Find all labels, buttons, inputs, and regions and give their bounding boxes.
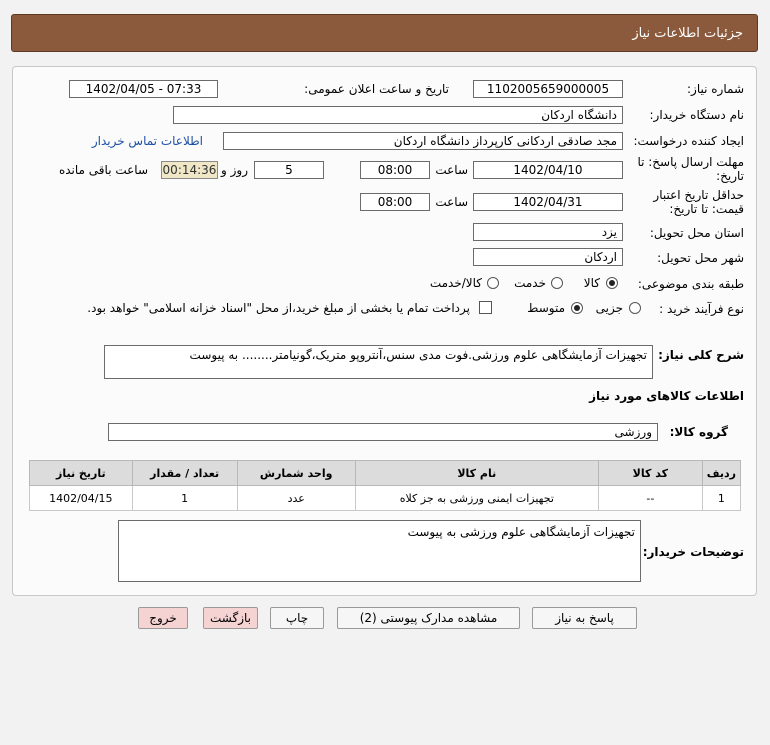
announce-field: 1402/04/05 - 07:33	[69, 80, 218, 98]
cell-row: 1	[702, 486, 740, 511]
deadline-time-field: 08:00	[360, 161, 430, 179]
need-number-field: 1102005659000005	[473, 80, 623, 98]
cell-code: --	[598, 486, 702, 511]
deadline-time-label: ساعت	[435, 163, 468, 177]
buyer-org-label: نام دستگاه خریدار:	[649, 108, 744, 122]
process-radio-minor[interactable]	[629, 302, 641, 314]
col-date: تاریخ نیاز	[30, 461, 133, 486]
validity-label: حداقل تاریخ اعتبار	[653, 188, 744, 202]
province-label: استان محل تحویل:	[649, 226, 744, 240]
category-option-goods: کالا	[583, 276, 600, 290]
treasury-payment-checkbox[interactable]	[479, 301, 492, 314]
print-button[interactable]: چاپ	[270, 607, 324, 629]
province-field: یزد	[473, 223, 623, 241]
cell-unit: عدد	[237, 486, 355, 511]
col-code: کد کالا	[598, 461, 702, 486]
category-option-goods-service: کالا/خدمت	[429, 276, 482, 290]
requester-field: مجد صادقی اردکانی کارپرداز دانشگاه اردکان	[223, 132, 623, 150]
validity-time-label: ساعت	[435, 195, 468, 209]
treasury-payment-note: پرداخت تمام یا بخشی از مبلغ خرید،از محل "اسناد خزانه اسلامی" خواهد بود.	[87, 301, 470, 315]
cell-date: 1402/04/15	[30, 486, 133, 511]
process-label: نوع فرآیند خرید :	[659, 302, 744, 316]
category-radio-goods-service[interactable]	[487, 277, 499, 289]
process-option-minor: جزیی	[595, 301, 623, 315]
goods-group-field: ورزشی	[108, 423, 658, 441]
buyer-notes-label: توضیحات خریدار:	[642, 545, 744, 559]
page-header	[11, 14, 758, 52]
deadline-label-date: تاریخ:	[716, 169, 744, 183]
cell-qty: 1	[132, 486, 237, 511]
page-title: جزئیات اطلاعات نیاز	[632, 26, 743, 41]
col-row: ردیف	[702, 461, 740, 486]
attachments-button[interactable]: مشاهده مدارک پیوستی (2)	[337, 607, 520, 629]
validity-date-field: 1402/04/31	[473, 193, 623, 211]
category-label: طبقه بندی موضوعی:	[637, 277, 744, 291]
process-radio-medium[interactable]	[571, 302, 583, 314]
announce-label: تاریخ و ساعت اعلان عمومی:	[304, 82, 449, 96]
cell-name: تجهیزات ایمنی ورزشی به جز کلاه	[355, 486, 598, 511]
goods-group-label: گروه کالا:	[669, 425, 728, 439]
process-option-medium: متوسط	[527, 301, 565, 315]
remaining-label: ساعت باقی مانده	[58, 163, 148, 177]
col-unit: واحد شمارش	[237, 461, 355, 486]
goods-info-title: اطلاعات کالاهای مورد نیاز	[589, 389, 744, 403]
description-label: شرح کلی نیاز:	[658, 348, 744, 362]
city-label: شهر محل تحویل:	[657, 251, 744, 265]
col-qty: تعداد / مقدار	[132, 461, 237, 486]
city-field: اردکان	[473, 248, 623, 266]
buyer-contact-link[interactable]: اطلاعات تماس خریدار	[91, 134, 203, 148]
validity-time-field: 08:00	[360, 193, 430, 211]
description-field: تجهیزات آزمایشگاهی علوم ورزشی.فوت مدی سنس،آنتروپو متریک،گونیامتر........ به پیوست	[104, 345, 653, 379]
items-table-header	[30, 461, 741, 486]
reply-button[interactable]: پاسخ به نیاز	[532, 607, 637, 629]
col-name: نام کالا	[355, 461, 598, 486]
remaining-timer: 00:14:36	[162, 163, 217, 177]
deadline-label: مهلت ارسال پاسخ: تا	[637, 155, 744, 169]
need-number-label: شماره نیاز:	[687, 82, 744, 96]
category-radio-service[interactable]	[551, 277, 563, 289]
days-label: روز و	[221, 163, 248, 177]
validity-label-date: قیمت: تا تاریخ:	[669, 202, 744, 216]
buyer-org-field: دانشگاه اردکان	[173, 106, 623, 124]
table-row	[30, 486, 741, 511]
deadline-date-field: 1402/04/10	[473, 161, 623, 179]
buyer-notes-field: تجهیزات آزمایشگاهی علوم ورزشی به پیوست	[118, 520, 641, 582]
items-table	[29, 460, 741, 511]
days-field: 5	[254, 161, 324, 179]
category-option-service: خدمت	[514, 276, 546, 290]
back-button[interactable]: بازگشت	[203, 607, 258, 629]
category-radio-goods[interactable]	[606, 277, 618, 289]
requester-label: ایجاد کننده درخواست:	[633, 134, 744, 148]
exit-button[interactable]: خروج	[138, 607, 188, 629]
